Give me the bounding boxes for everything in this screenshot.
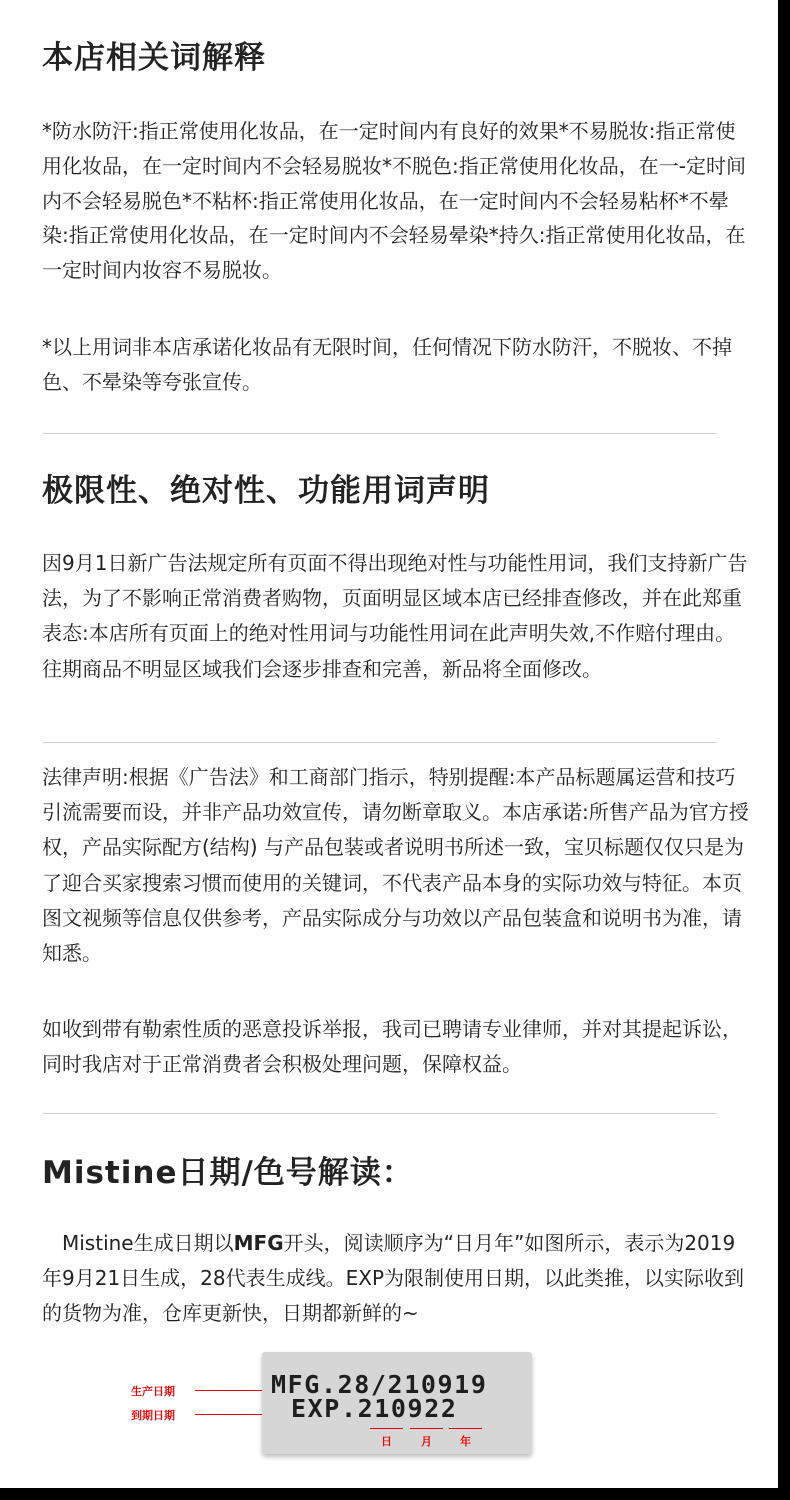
- month-label: 月: [421, 1435, 432, 1448]
- section-title-date-code: Mistine日期/色号解读：: [42, 1155, 414, 1191]
- absolute-terms-body: 因9月1日新广告法规定所有页面不得出现绝对性与功能性用词，我们支持新广告法，为了不影响正常消费者购物，页面明显区域本店已经排查修改，并在此郑重表态:本店所有页面上的绝对性用词与功能性用词在此声明失效,不作赔付理由。往期商品不明显区域我们会逐步排查和完善，新品将全面修改。: [42, 551, 748, 681]
- mfg-code: MFG.28/210919: [271, 1370, 488, 1399]
- store-terms-note: *以上用词非本店承诺化妆品有无限时间，任何情况下防水防汗，不脱妆、不掉色、不晕染等夸张宣传。: [42, 335, 732, 394]
- section-title-store-terms: 本店相关词解释: [42, 40, 266, 76]
- exp-label: 到期日期: [131, 1409, 175, 1422]
- divider: [43, 742, 716, 743]
- day-underline: [370, 1428, 403, 1429]
- exp-code: EXP.210922: [291, 1394, 458, 1423]
- section-title-absolute-terms: 极限性、绝对性、功能用词声明: [42, 473, 490, 509]
- complaint-statement: 如收到带有勒索性质的恶意投诉举报，我司已聘请专业律师，并对其提起诉讼，同时我店对于正常消费者会积极处理问题，保障权益。: [42, 1017, 742, 1077]
- store-terms-body: *防水防汗:指正常使用化妆品，在一定时间内有良好的效果*不易脱妆:指正常使用化妆品，在一定时间内不会轻易脱妆*不脱色:指正常使用化妆品，在一-定时间内不会轻易脱色*不粘杯:指正常使用化妆品，在一定时间内不会轻易粘杯*不晕染:指正常使用化妆品，在一定时间内不会轻易晕染*持久:指正常使用化妆品，在一定时间内妆容不易脱妆。: [42, 119, 746, 283]
- year-underline: [449, 1428, 482, 1429]
- mfg-keyword: MFG: [233, 1231, 284, 1255]
- day-label: 日: [381, 1435, 392, 1448]
- divider: [43, 433, 716, 434]
- year-label: 年: [460, 1435, 471, 1448]
- month-underline: [410, 1428, 443, 1429]
- divider: [43, 1113, 716, 1114]
- date-code-photo: [262, 1352, 532, 1454]
- legal-statement: 法律声明:根据《广告法》和工商部门指示，特别提醒:本产品标题属运营和技巧引流需要而设，并非产品功效宣传，请勿断章取义。本店承诺:所售产品为官方授权，产品实际配方(结构) 与产品包装或者说明书所述一致，宝贝标题仅仅只是为了迎合买家搜索习惯而使用的关键词，不代表产品本身的实际功效与特征。本页图文视频等信息仅供参考，产品实际成分与功效以产品包装盒和说明书为准，请知悉。: [42, 765, 749, 966]
- date-code-body: Mistine生成日期以MFG开头，阅读顺序为“日月年”如图所示，表示为2019年9月21日生成，28代表生成线。EXP为限制使用日期，以此类推，以实际收到的货物为准，仓库更新快，日期都新鲜的~: [42, 1231, 745, 1325]
- mfg-label: 生产日期: [131, 1385, 175, 1398]
